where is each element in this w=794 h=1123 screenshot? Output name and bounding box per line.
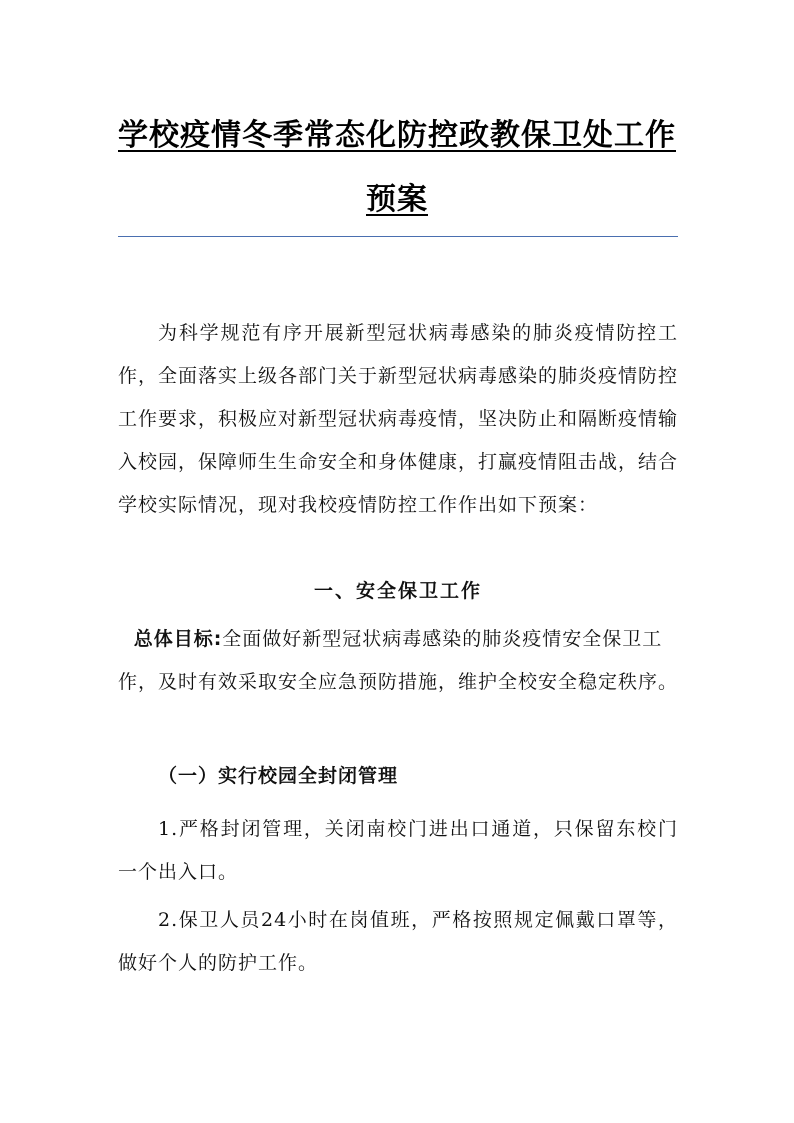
- goal-text: 全面做好新型冠状病毒感染的肺炎疫情安全保卫工作，及时有效采取安全应急预防措施，维护全校安全稳定秩序。: [118, 628, 679, 693]
- goal-label: 总体目标:: [133, 628, 223, 650]
- document-title-line2: 预案: [366, 182, 428, 217]
- intro-paragraph: 为科学规范有序开展新型冠状病毒感染的肺炎疫情防控工作，全面落实上级各部门关于新型冠状病毒感染的肺炎疫情防控工作要求，积极应对新型冠状病毒疫情，坚决防止和隔断疫情输入校园，保障师生生命安全和身体健康，打赢疫情阻击战，结合学校实际情况，现对我校疫情防控工作作出如下预案：: [118, 322, 679, 516]
- list-item-1: 1.严格封闭管理，关闭南校门进出口通道，只保留东校门一个出入口。: [118, 818, 678, 883]
- subsection-heading: （一）实行校园全封闭管理: [158, 765, 399, 787]
- list-item-2: 2.保卫人员24小时在岗值班，严格按照规定佩戴口罩等，做好个人的防护工作。: [118, 909, 678, 974]
- section-heading: 一、安全保卫工作: [313, 580, 482, 602]
- title-divider: [118, 236, 678, 237]
- document-title-line1: 学校疫情冬季常态化防控政教保卫处工作: [118, 118, 676, 153]
- goal-paragraph: [118, 618, 678, 704]
